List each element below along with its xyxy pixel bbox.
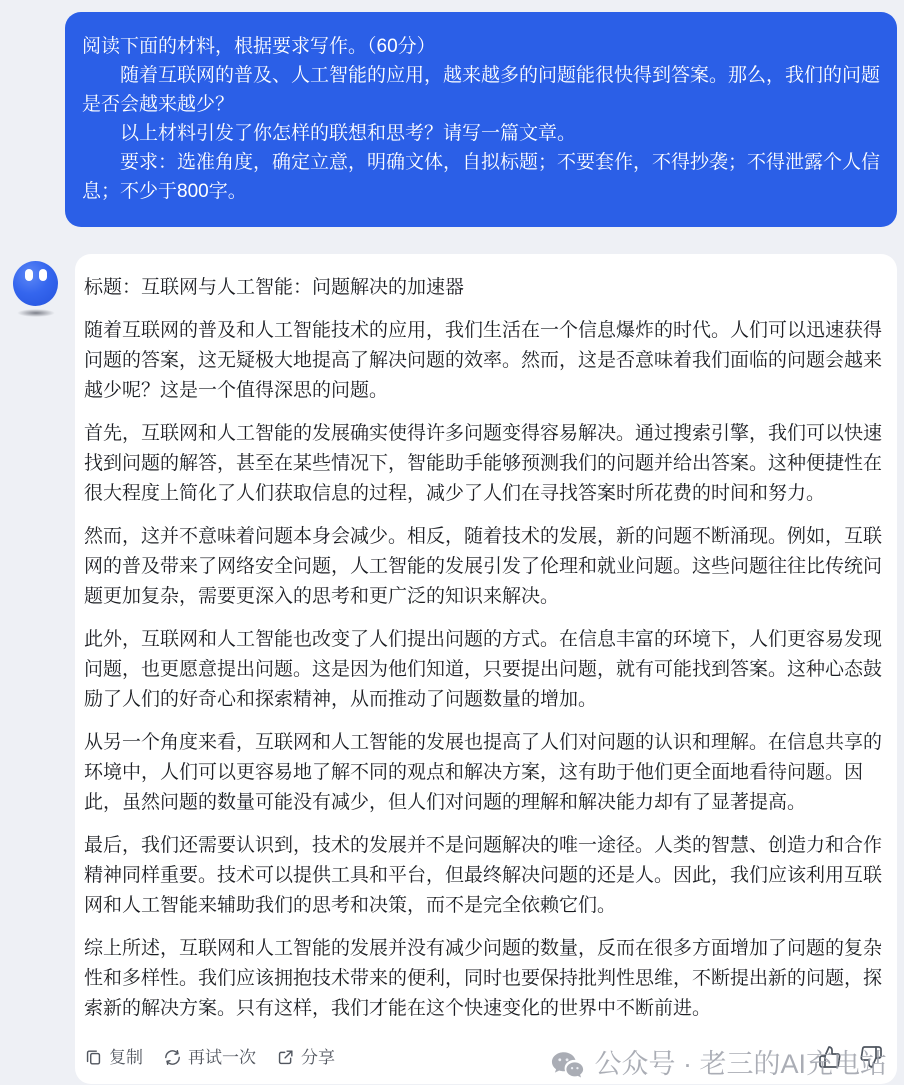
essay-paragraph: 从另一个角度来看，互联网和人工智能的发展也提高了人们对问题的认识和理解。在信息共享的环境中，人们可以更容易地了解不同的观点和解决方案，这有助于他们更全面地看待问题。因此，虽然问题的数量可能没有减少，但人们对问题的理解和解决能力却有了显著提高。 bbox=[84, 732, 883, 813]
essay-paragraph: 随着互联网的普及和人工智能技术的应用，我们生活在一个信息爆炸的时代。人们可以迅速获得问题的答案，这无疑极大地提高了解决问题的效率。然而，这是否意味着我们面临的问题会越来越少呢？这是一个值得深思的问题。 bbox=[84, 320, 883, 401]
bot-avatar bbox=[13, 261, 58, 317]
essay-paragraph: 然而，这并不意味着问题本身会减少。相反，随着技术的发展，新的问题不断涌现。例如，互联网的普及带来了网络安全问题，人工智能的发展引发了伦理和就业问题。这些问题往往比传统问题更加复杂，需要更深入的思考和更广泛的知识来解决。 bbox=[84, 526, 883, 607]
essay-paragraph: 首先，互联网和人工智能的发展确实使得许多问题变得容易解决。通过搜索引擎，我们可以快速找到问题的解答，甚至在某些情况下，智能助手能够预测我们的问题并给出答案。这种便捷性在很大程度上简化了人们获取信息的过程，减少了人们在寻找答案时所花费的时间和努力。 bbox=[84, 423, 883, 504]
retry-label: 再试一次 bbox=[188, 1047, 256, 1067]
essay-title: 标题：互联网与人工智能：问题解决的加速器 bbox=[84, 277, 465, 298]
copy-button[interactable] bbox=[84, 1048, 143, 1067]
message-toolbar bbox=[84, 1045, 887, 1069]
avatar-eye-right bbox=[39, 269, 47, 281]
avatar-shadow bbox=[17, 309, 55, 317]
thumbs-down-icon bbox=[859, 1045, 883, 1069]
watermark-text: 公众号 · 老三的AI充电站 bbox=[594, 1049, 887, 1079]
retry-button[interactable] bbox=[163, 1048, 256, 1067]
essay-paragraph: 最后，我们还需要认识到，技术的发展并不是问题解决的唯一途径。人类的智慧、创造力和合作精神同样重要。技术可以提供工具和平台，但最终解决问题的还是人。因此，我们应该利用互联网和人工智能来辅助我们的思考和决策，而不是完全依赖它们。 bbox=[84, 835, 883, 916]
feedback-buttons bbox=[818, 1045, 883, 1069]
copy-icon bbox=[84, 1048, 103, 1067]
user-message-line: 阅读下面的材料，根据要求写作。（60分） bbox=[82, 36, 436, 57]
thumbs-down-button[interactable] bbox=[859, 1045, 883, 1069]
bot-avatar-face bbox=[13, 261, 58, 306]
user-message-line: 要求：选准角度，确定立意，明确文体，自拟标题；不要套作，不得抄袭；不得泄露个人信息；不少于800字。 bbox=[82, 152, 881, 202]
retry-icon bbox=[163, 1048, 182, 1067]
share-icon bbox=[276, 1048, 295, 1067]
user-message-bubble bbox=[65, 12, 897, 227]
copy-label: 复制 bbox=[109, 1047, 143, 1067]
thumbs-up-icon bbox=[818, 1045, 842, 1069]
share-label: 分享 bbox=[301, 1047, 335, 1067]
avatar-eye-left bbox=[25, 269, 33, 281]
essay-paragraph: 此外，互联网和人工智能也改变了人们提出问题的方式。在信息丰富的环境下，人们更容易发现问题，也更愿意提出问题。这是因为他们知道，只要提出问题，就有可能找到答案。这种心态鼓励了人们的好奇心和探索精神，从而推动了问题数量的增加。 bbox=[84, 629, 883, 710]
user-message-line: 以上材料引发了你怎样的联想和思考？请写一篇文章。 bbox=[120, 123, 577, 144]
assistant-message-row bbox=[0, 254, 904, 1084]
thumbs-up-button[interactable] bbox=[818, 1045, 842, 1069]
chat-page bbox=[0, 12, 904, 1085]
essay-paragraph: 综上所述，互联网和人工智能的发展并没有减少问题的数量，反而在很多方面增加了问题的复杂性和多样性。我们应该拥抱技术带来的便利，同时也要保持批判性思维，不断提出新的问题，探索新的解决方案。只有这样，我们才能在这个快速变化的世界中不断前进。 bbox=[84, 938, 883, 1019]
user-message-line: 随着互联网的普及、人工智能的应用，越来越多的问题能很快得到答案。那么，我们的问题是否会越来越少？ bbox=[82, 65, 881, 115]
assistant-message-card bbox=[75, 254, 897, 1084]
share-button[interactable] bbox=[276, 1048, 335, 1067]
